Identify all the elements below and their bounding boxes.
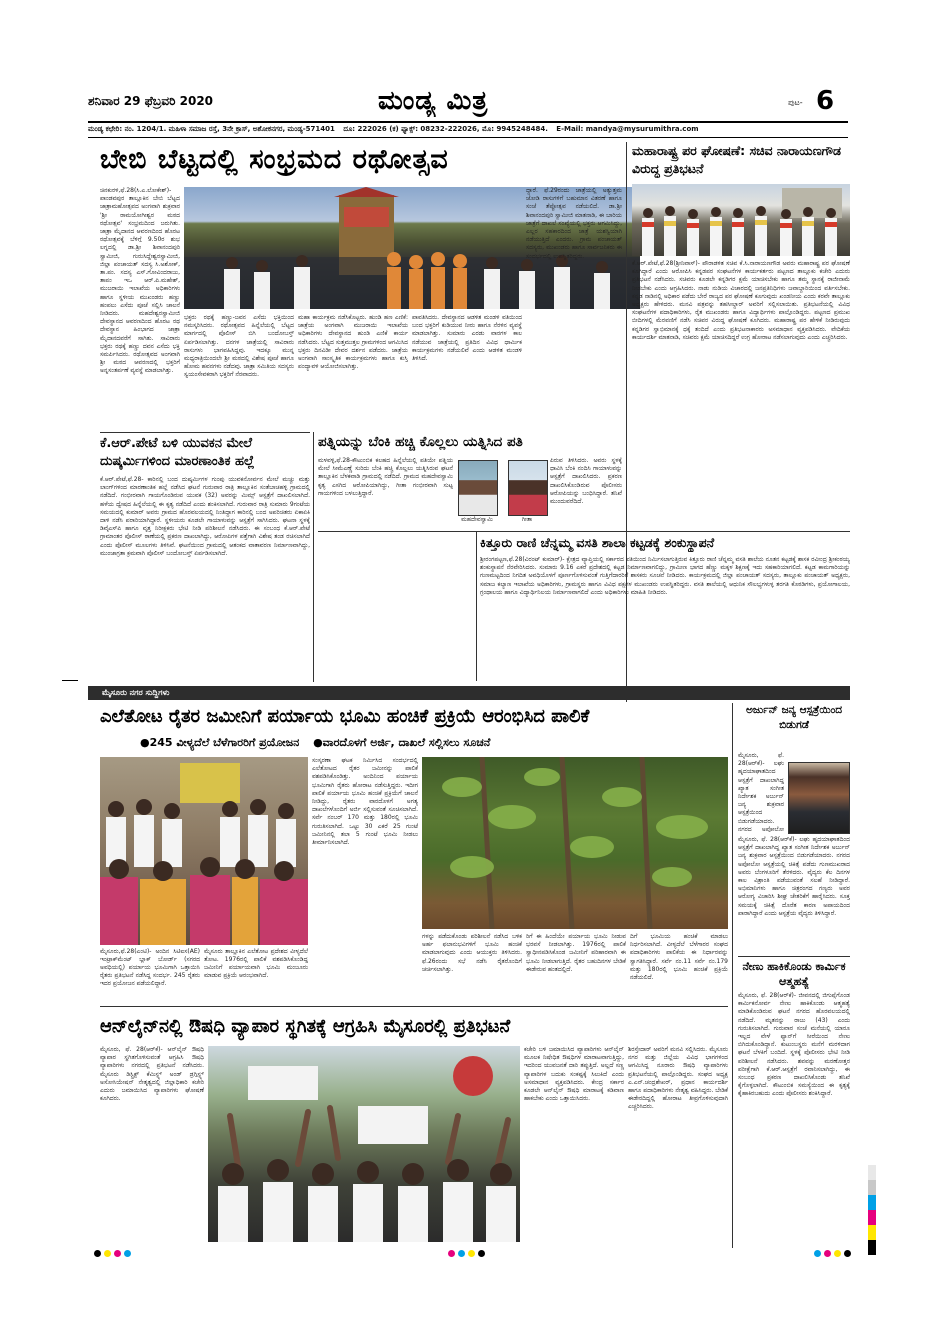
story2-photo (632, 184, 850, 256)
story2-body: ಕೆ.ಆರ್.ಪೇಟೆ,ಫೆ.28(ಶ್ರೀನಿವಾಸ್)- ಪೌರಾಡಳಿತ ಸಚಿವ ಕೆ.ಸಿ.ನಾರಾಯಣಗೌಡ ಅವರು ಮಹಾರಾಷ್ಟ್ರ ಪರ ಘೋಷಣೆ ಕೂಗಿದ್ದಾರೆ ಎಂದು ಆರೋಪಿಸಿ ಕನ್ನಡಪರ ಸಂಘಟನೆಗಳ ಕಾರ್ಯಕರ್ತರು ಪಟ್ಟಣದ ತಾಲ್ಲೂಕು ಕಚೇರಿ ಎದುರು ಪ್ರತಿಭಟನೆ ನಡೆಸಿದರು. ಸಚಿವರು ಕೂಡಲೇ ಕನ್ನಡಿಗರ ಕ್ಷಮೆ ಯಾಚಿಸಬೇಕು ಹಾಗೂ ತಮ್ಮ ಸ್ಥಾನಕ್ಕೆ ರಾಜೀನಾಮೆ ನೀಡಬೇಕು ಎಂದು ಆಗ್ರಹಿಸಿದರು. ನಾಡು ನುಡಿಯ ವಿಚಾರದಲ್ಲಿ ಜನಪ್ರತಿನಿಧಿಗಳು ಜವಾಬ್ದಾರಿಯಿಂದ ವರ್ತಿಸಬೇಕು. ಕನ್ನಡ ನಾಡಿನಲ್ಲಿ ಅಧಿಕಾರ ಪಡೆದು ಬೇರೆ ರಾಜ್ಯದ ಪರ ಘೋಷಣೆ ಕೂಗುವುದು ಖಂಡನೀಯ ಎಂದು ಕರವೇ ತಾಲ್ಲೂಕು ಅಧ್ಯಕ್ಷರು ಹೇಳಿದರು. ಮನವಿ ಪತ್ರವನ್ನು ತಹಸೀಲ್ದಾರ್ ಅವರಿಗೆ ಸಲ್ಲಿಸಲಾಯಿತು. ಪ್ರತಿಭಟನೆಯಲ್ಲಿ ವಿವಿಧ ಸಂಘಟನೆಗಳ ಪದಾಧಿಕಾರಿಗಳು, ರೈತ ಮುಖಂಡರು ಹಾಗೂ ವಿದ್ಯಾರ್ಥಿಗಳು ಪಾಲ್ಗೊಂಡಿದ್ದರು. ಪಟ್ಟಣದ ಪ್ರಮುಖ ಬೀದಿಗಳಲ್ಲಿ ಮೆರವಣಿಗೆ ನಡೆಸಿ ಸಚಿವರ ವಿರುದ್ಧ ಘೋಷಣೆ ಕೂಗಿದರು. ಮಹಾರಾಷ್ಟ್ರ ಪರ ಹೇಳಿಕೆ ನೀಡಿರುವುದು ಕನ್ನಡಿಗರ ಸ್ವಾಭಿಮಾನಕ್ಕೆ ಧಕ್ಕೆ ತಂದಿದೆ ಎಂದು ಪ್ರತಿಭಟನಾಕಾರರು ಅಸಮಾಧಾನ ವ್ಯಕ್ತಪಡಿಸಿದರು. ವೇದಿಕೆಯ ಕಾರ್ಯದರ್ಶಿ ಮಾತನಾಡಿ, ಸಚಿವರು ಕ್ಷಮೆ ಯಾಚಿಸದಿದ್ದರೆ ಉಗ್ರ ಹೋರಾಟ ನಡೆಸಲಾಗುವುದು ಎಂದು ಎಚ್ಚರಿಸಿದರು. (632, 260, 850, 341)
story6-col-a: ಸಂಸ್ಕರಣಾ ಘಟಕ ನಿರ್ಮಿಸಿದ ಸಂದರ್ಭದಲ್ಲಿ ಎಲೆತೋಟದ ರೈತರ ಜಮೀನನ್ನು ಪಾಲಿಕೆ ವಶಪಡಿಸಿಕೊಂಡಿತ್ತು. ಅಂದಿನಿಂದ ಪರ್ಯಾಯ ಭೂಮಿಗಾಗಿ ರೈತರು ಹೋರಾಟ ನಡೆಸುತ್ತಿದ್ದರು. ಇದೀಗ ಪಾಲಿಕೆ ಪರ್ಯಾಯ ಭೂಮಿ ಹಂಚಿಕೆ ಪ್ರಕ್ರಿಯೆಗೆ ಚಾಲನೆ ನೀಡಿದ್ದು, ರೈತರು ವಾರದೊಳಗೆ ಅಗತ್ಯ ದಾಖಲೆಗಳೊಂದಿಗೆ ಅರ್ಜಿ ಸಲ್ಲಿಸುವಂತೆ ಸೂಚಿಸಲಾಗಿದೆ. ಸರ್ವೆ ನಂಬರ್ 170 ಮತ್ತು 180ರಲ್ಲಿ ಭೂಮಿ ಗುರುತಿಸಲಾಗಿದೆ. ಒಟ್ಟು 30 ಎಕರೆ 25 ಗುಂಟೆ ಜಮೀನಿನಲ್ಲಿ ತಲಾ 5 ಗುಂಟೆ ಭೂಮಿ ನೀಡಲು ತೀರ್ಮಾನಿಸಲಾಗಿದೆ. (312, 757, 418, 847)
story8-body: ಮೈಸೂರು, ಫೆ. 28(ಆರ್‌ಕೆ)- ಜೀವನದಲ್ಲಿ ಜಿಗುಪ್ಸೆಗೊಂಡ ಕಾರ್ಮಿಕನೋರ್ವ ನೇಣು ಹಾಕಿಕೊಂಡು ಆತ್ಮಹತ್ಯೆ ಮಾಡಿಕೊಂಡಿರುವ ಘಟನೆ ನಗರದ ಹೊರವಲಯದಲ್ಲಿ ನಡೆದಿದೆ. ಮೃತನನ್ನು ರಾಜು (43) ಎಂದು ಗುರುತಿಸಲಾಗಿದೆ. ಗುರುವಾರ ಸಂಜೆ ಮನೆಯಲ್ಲಿ ಯಾರೂ ಇಲ್ಲದ ವೇಳೆ ಫ್ಯಾನ್‌ಗೆ ಸೀರೆಯಿಂದ ನೇಣು ಬಿಗಿದುಕೊಂಡಿದ್ದಾನೆ. ಕುಟುಂಬಸ್ಥರು ಮನೆಗೆ ಮರಳಿದಾಗ ಘಟನೆ ಬೆಳಕಿಗೆ ಬಂದಿದೆ. ಸ್ಥಳಕ್ಕೆ ಪೊಲೀಸರು ಭೇಟಿ ನೀಡಿ ಪರಿಶೀಲನೆ ನಡೆಸಿದರು. ಶವವನ್ನು ಮರಣೋತ್ತರ ಪರೀಕ್ಷೆಗಾಗಿ ಕೆ.ಆರ್.ಆಸ್ಪತ್ರೆಗೆ ರವಾನಿಸಲಾಗಿದ್ದು, ಈ ಸಂಬಂಧ ಪ್ರಕರಣ ದಾಖಲಿಸಿಕೊಂಡು ತನಿಖೆ ಕೈಗೊಳ್ಳಲಾಗಿದೆ. ಕೌಟುಂಬಿಕ ಸಮಸ್ಯೆಯಿಂದ ಈ ಕೃತ್ಯಕ್ಕೆ ಕೈಹಾಕಿರಬಹುದು ಎಂದು ಪೊಲೀಸರು ಶಂಕಿಸಿದ್ದಾರೆ. (738, 992, 850, 1098)
swatch-black (868, 1240, 876, 1255)
story7-body-cont (738, 836, 850, 954)
reg-dot (448, 1250, 455, 1257)
masthead-address (88, 125, 848, 134)
story9-col3: ಶಿರಸ್ತೇದಾರ್ ಅವರಿಗೆ ಮನವಿ ಸಲ್ಲಿಸಿದರು. ಮೈಸೂರು ನಗರ ಮತ್ತು ಜಿಲ್ಲೆಯ ವಿವಿಧ ಭಾಗಗಳಿಂದ ಆಗಮಿಸಿದ್ದ ನೂರಾರು ಔಷಧಿ ವ್ಯಾಪಾರಿಗಳು ಪ್ರತಿಭಟನೆಯಲ್ಲಿ ಪಾಲ್ಗೊಂಡಿದ್ದರು. ಸಂಘದ ಅಧ್ಯಕ್ಷ ಎ.ಎನ್.ಚಂದ್ರಶೇಖರ್, ಪ್ರಧಾನ ಕಾರ್ಯದರ್ಶಿ ಹಾಗೂ ಪದಾಧಿಕಾರಿಗಳು ನೇತೃತ್ವ ವಹಿಸಿದ್ದರು. ಬೇಡಿಕೆ ಈಡೇರದಿದ್ದಲ್ಲಿ ಹೋರಾಟ ತೀವ್ರಗೊಳಿಸುವುದಾಗಿ ಎಚ್ಚರಿಸಿದರು. (628, 1046, 728, 1111)
story1-col3: ಮಹಾ ಕಾರ್ಯಕ್ರಮ ನಡೆಸಿಕೊಟ್ಟರು. ಹುಂಡಿ ಹಣ ಎಣಿಕೆ: ಜಾತ್ರೆಯ ಅಂಗವಾಗಿ ಮುಜರಾಯಿ ಇಲಾಖೆಯ ಅಧಿಕಾರಿಗಳು ದೇವಸ್ಥಾನದ ಹುಂಡಿ ಎಣಿಕೆ ಕಾರ್ಯ ನಡೆಸಿದರು. ಬೆಟ್ಟದ ಸುತ್ತಮುತ್ತಲ ಗ್ರಾಮಗಳಿಂದ ಆಗಮಿಸಿದ ಭಕ್ತರು ದಿನವಿಡೀ ದೇವರ ದರ್ಶನ ಪಡೆದರು. ಜಾತ್ರೆಯ ಅಂಗವಾಗಿ ಸಾಂಸ್ಕೃತಿಕ ಕಾರ್ಯಕ್ರಮಗಳು ಹಾಗೂ ಕುಸ್ತಿ ಪಂದ್ಯಾವಳಿ ಆಯೋಜಿಸಲಾಗಿತ್ತು. (298, 314, 408, 371)
bullet-icon: ● (140, 736, 150, 749)
placard-1 (248, 1066, 318, 1100)
story1-headline: ಬೇಬಿ ಬೆಟ್ಟದಲ್ಲಿ ಸಂಭ್ರಮದ ರಥೋತ್ಸವ (100, 144, 449, 175)
swatch-light-gray (868, 1165, 876, 1180)
reg-dot (104, 1250, 111, 1257)
masthead-page-number: 6 (816, 86, 835, 116)
story1-col5: ದ್ದಾರೆ. ಫೆ.29ರಂದು ಜಾತ್ರೆಯಲ್ಲಿ ಅತ್ಯುತ್ತಮ ಜೋಡಿ ರಾಸುಗಳಿಗೆ ಬಹುಮಾನ ವಿತರಣೆ ಹಾಗೂ ಸಂಜೆ ತೆಪ್ಪೋತ್ಸವ ನಡೆಯಲಿದೆ. ಡಾ.ಶ್ರೀ ಶಿವಾನಂದಪುರಿ ಸ್ವಾಮೀಜಿ ಮಾತನಾಡಿ, ಈ ಬಾರಿಯ ಜಾತ್ರೆಗೆ ದಾಖಲೆ ಸಂಖ್ಯೆಯಲ್ಲಿ ಭಕ್ತರು ಆಗಮಿಸಿದ್ದು, ಎಲ್ಲರ ಸಹಕಾರದಿಂದ ಜಾತ್ರೆ ಯಶಸ್ವಿಯಾಗಿ ನಡೆಯುತ್ತಿದೆ ಎಂದರು. ಗ್ರಾಮ ಪಂಚಾಯತ್ ಸದಸ್ಯರು, ಮುಖಂಡರು ಹಾಗೂ ಸಾರ್ವಜನಿಕರು ಈ ಸಂದರ್ಭದಲ್ಲಿ ಉಪಸ್ಥಿತರಿದ್ದರು. (526, 187, 622, 260)
reg-dot (824, 1250, 831, 1257)
story2-headline-text: ಮಹಾರಾಷ್ಟ್ರ ಪರ ಘೋಷಣೆ: ಸಚಿವ ನಾರಾಯಣಗೌಡ ವಿರುದ್ಧ ಪ್ರತಿಭಟನೆ (632, 143, 841, 176)
story6-headline: ಎಲೆತೋಟ ರೈತರ ಜಮೀನಿಗೆ ಪರ್ಯಾಯ ಭೂಮಿ ಹಂಚಿಕೆ ಪ್ರಕ್ರಿಯೆ ಆರಂಭಿಸಿದ ಪಾಲಿಕೆ (100, 706, 590, 727)
story6-col-c: ರಿಗೆ ಈ ಹಿಂದೆಯೇ ಪರ್ಯಾಯ ಭೂಮಿ ನೀಡುವ ಭರವಸೆ ನೀಡಲಾಗಿತ್ತು. 1976ರಲ್ಲಿ ಪಾಲಿಕೆ ಸ್ವಾಧೀನಪಡಿಸಿಕೊಂಡ ಜಮೀನಿಗೆ ಪರಿಹಾರವಾಗಿ ಈ ಭೂಮಿ ನೀಡಲಾಗುತ್ತಿದೆ. ರೈತರ ಬಹುದಿನಗಳ ಬೇಡಿಕೆ ಈಡೇರುವ ಹಂತದಲ್ಲಿದೆ. (526, 933, 626, 973)
reg-dot (468, 1250, 475, 1257)
protesters-shirts (218, 1182, 516, 1242)
masthead-rule-bottom (88, 137, 848, 138)
story4-headline: ಪತ್ನಿಯನ್ನು ಬೆಂಕಿ ಹಚ್ಚಿ ಕೊಲ್ಲಲು ಯತ್ನಿಸಿದ ಪತಿ (318, 434, 523, 450)
story9-protest-scene (208, 1046, 520, 1242)
story7-headline (738, 703, 850, 733)
story7-body: ಮೈಸೂರು, ಫೆ. 28(ಆರ್‌ಕೆ)- ಲಘು ಹೃದಯಾಘಾತದಿಂದ ಆಸ್ಪತ್ರೆಗೆ ದಾಖಲಾಗಿದ್ದ ಖ್ಯಾತ ಸಂಗೀತ ನಿರ್ದೇಶಕ ಅರ್ಜುನ್ ಜನ್ಯ ಶುಕ್ರವಾರ ಆಸ್ಪತ್ರೆಯಿಂದ ಬಿಡುಗಡೆಯಾದರು. ನಗರದ ಅಪೋಲೋ (738, 752, 784, 832)
divider-story4-story5 (476, 531, 477, 681)
swatch-gray (868, 1180, 876, 1195)
masthead-rule-top (88, 121, 848, 123)
story6-sub2: ವಾರದೊಳಗೆ ಅರ್ಜಿ, ದಾಖಲೆ ಸಲ್ಲಿಸಲು ಸೂಚನೆ (322, 736, 491, 749)
story2-headline (632, 142, 850, 178)
reg-dot (834, 1250, 841, 1257)
story6-photo-meeting (100, 757, 308, 945)
story4-caption-left: ಮಹದೇವಸ್ವಾಮಿ (461, 516, 493, 523)
story7-body-continued: ಮೈಸೂರು, ಫೆ. 28(ಆರ್‌ಕೆ)- ಲಘು ಹೃದಯಾಘಾತದಿಂದ ಆಸ್ಪತ್ರೆಗೆ ದಾಖಲಾಗಿದ್ದ ಖ್ಯಾತ ಸಂಗೀತ ನಿರ್ದೇಶಕ ಅರ್ಜುನ್ ಜನ್ಯ ಶುಕ್ರವಾರ ಆಸ್ಪತ್ರೆಯಿಂದ ಬಿಡುಗಡೆಯಾದರು. ನಗರದ ಅಪೋಲೋ ಆಸ್ಪತ್ರೆಯಲ್ಲಿ ಚಿಕಿತ್ಸೆ ಪಡೆದು ಗುಣಮುಖರಾದ ಅವರು ಬೆಂಗಳೂರಿಗೆ ತೆರಳಿದರು. ವೈದ್ಯರು ಕೆಲ ದಿನಗಳ ಕಾಲ ವಿಶ್ರಾಂತಿ ಪಡೆಯುವಂತೆ ಸಲಹೆ ನೀಡಿದ್ದಾರೆ. ಅಭಿಮಾನಿಗಳು ಹಾಗೂ ಚಿತ್ರರಂಗದ ಗಣ್ಯರು ಅವರ ಆರೋಗ್ಯ ವಿಚಾರಿಸಿ ಶೀಘ್ರ ಚೇತರಿಕೆಗೆ ಹಾರೈಸಿದರು. ಸೂಕ್ತ ಸಮಯಕ್ಕೆ ಚಿಕಿತ್ಸೆ ದೊರೆತ ಕಾರಣ ಅಪಾಯದಿಂದ ಪಾರಾಗಿದ್ದಾರೆ ಎಂದು ಆಸ್ಪತ್ರೆಯ ವೈದ್ಯರು ತಿಳಿಸಿದ್ದಾರೆ. (738, 836, 850, 917)
story1-col4: ಪಾವತಿಸಿದರು. ದೇವಸ್ಥಾನದ ಆಡಳಿತ ಮಂಡಳಿ ವತಿಯಿಂದ ಬಂದ ಭಕ್ತರಿಗೆ ಕುಡಿಯುವ ನೀರು ಹಾಗೂ ನೆರಳಿನ ವ್ಯವಸ್ಥೆ ಮಾಡಲಾಗಿತ್ತು. ಸುಮಾರು ಎರಡು ವಾರಗಳ ಕಾಲ ನಡೆಯುವ ಜಾತ್ರೆಯಲ್ಲಿ ಪ್ರತಿದಿನ ವಿವಿಧ ಧಾರ್ಮಿಕ ಕಾರ್ಯಕ್ರಮಗಳು ನಡೆಯಲಿವೆ ಎಂದು ಆಡಳಿತ ಮಂಡಳಿ ತಿಳಿಸಿದೆ. (412, 314, 522, 363)
story4-col1: ಮಳವಳ್ಳಿ,ಫೆ.28-ಕೌಟುಂಬಿಕ ಕಲಹದ ಹಿನ್ನೆಲೆಯಲ್ಲಿ ಪತಿಯೇ ಪತ್ನಿಯ ಮೇಲೆ ಸೀಮೆಎಣ್ಣೆ ಸುರಿದು ಬೆಂಕಿ ಹಚ್ಚಿ ಕೊಲ್ಲಲು ಯತ್ನಿಸಿರುವ ಘಟನೆ ತಾಲ್ಲೂಕಿನ ಬೆಳಕವಾಡಿ ಗ್ರಾಮದಲ್ಲಿ ನಡೆದಿದೆ. ಗ್ರಾಮದ ಮಹದೇವಸ್ವಾಮಿ ಕೃತ್ಯ ಎಸಗಿದ ಆರೋಪಿಯಾಗಿದ್ದು, ಗೀತಾ ಗಂಭೀರವಾಗಿ ಸುಟ್ಟ ಗಾಯಗಳಿಂದ ಬಳಲುತ್ತಿದ್ದಾರೆ. (318, 457, 453, 497)
masthead-phones: ದೂ: 222026 (ಕ) ಫ್ಯಾಕ್ಸ್: 08232-222026, ಮೊ: 9945248484. (343, 125, 548, 133)
story6-betel-vines (422, 757, 728, 929)
story2-protest-scene (632, 184, 850, 256)
reg-dot (478, 1250, 485, 1257)
swatch-magenta (868, 1210, 876, 1225)
story6-photo-caption-right: ಮೈಸೂರು ತಾಲ್ಲೂಕಿನ ಎಲೆತೋಟ ಪ್ರದೇಶದ ವೀಳ್ಯದೆಲೆ ತೋಟ. 1976ರಲ್ಲಿ ಪಾಲಿಕೆ ವಶಪಡಿಸಿಕೊಂಡಿದ್ದ ಜಮೀನಿಗೆ ಪರ್ಯಾಯವಾಗಿ ಭೂಮಿ ಮಂಜೂರು ಮಾಡುವ ಪ್ರಕ್ರಿಯೆ ಆರಂಭವಾಗಿದೆ. (204, 948, 308, 979)
story3-headline-line2: ದುಷ್ಕರ್ಮಿಗಳಿಂದ ಮಾರಣಾಂತಿಕ ಹಲ್ಲೆ (100, 454, 255, 469)
section-strip-label: ಮೈಸೂರು ನಗರ ಸುದ್ದಿಗಳು (102, 688, 170, 697)
story6-col-b: ಗಳನ್ನು ಪಡೆದುಕೊಂಡು ಪರಿಶೀಲನೆ ನಡೆಸಿದ ಬಳಿಕ ಅರ್ಹ ಫಲಾನುಭವಿಗಳಿಗೆ ಭೂಮಿ ಹಂಚಿಕೆ ಮಾಡಲಾಗುವುದು ಎಂದು ಆಯುಕ್ತರು ತಿಳಿಸಿದರು. ಫೆ.26ರಂದು ಸಭೆ ನಡೆಸಿ ರೈತರೊಂದಿಗೆ ಚರ್ಚಿಸಲಾಗಿತ್ತು. (422, 933, 522, 973)
story5-body: ಶ್ರೀರಂಗಪಟ್ಟಣ,ಫೆ.28(ವಿರಂಟ್ ಕುಮಾರ್)- ಕ್ಷೇತ್ರದ ವ್ಯಾಪ್ತಿಯಲ್ಲಿ ಸರ್ಕಾರದ ವತಿಯಿಂದ ನಿರ್ಮಿಸಲಾಗುತ್ತಿರುವ ಕಿತ್ತೂರು ರಾಣಿ ಚೆನ್ನಮ್ಮ ವಸತಿ ಶಾಲೆಯ ನೂತನ ಕಟ್ಟಡಕ್ಕೆ ಶಾಸಕ ರವೀಂದ್ರ ಶ್ರೀಕಂಠಯ್ಯ ಶಂಕುಸ್ಥಾಪನೆ ನೆರವೇರಿಸಿದರು. ಸುಮಾರು 9.16 ಎಕರೆ ಪ್ರದೇಶದಲ್ಲಿ ಕಟ್ಟಡ ನಿರ್ಮಾಣವಾಗಲಿದ್ದು, ಗ್ರಾಮೀಣ ಭಾಗದ ಹೆಣ್ಣು ಮಕ್ಕಳ ಶಿಕ್ಷಣಕ್ಕೆ ಇದು ಸಹಕಾರಿಯಾಗಲಿದೆ. ಕಟ್ಟಡ ಕಾಮಗಾರಿಯನ್ನು ಗುಣಮಟ್ಟದಿಂದ ನಿಗದಿತ ಅವಧಿಯೊಳಗೆ ಪೂರ್ಣಗೊಳಿಸುವಂತೆ ಗುತ್ತಿಗೆದಾರರಿಗೆ ಶಾಸಕರು ಸೂಚನೆ ನೀಡಿದರು. ಕಾರ್ಯಕ್ರಮದಲ್ಲಿ ಜಿಲ್ಲಾ ಪಂಚಾಯತ್ ಸದಸ್ಯರು, ತಾಲ್ಲೂಕು ಪಂಚಾಯತ್ ಅಧ್ಯಕ್ಷರು, ಸಮಾಜ ಕಲ್ಯಾಣ ಇಲಾಖೆಯ ಅಧಿಕಾರಿಗಳು, ಗ್ರಾಮಸ್ಥರು ಹಾಗೂ ವಿವಿಧ ಪಕ್ಷಗಳ ಮುಖಂಡರು ಉಪಸ್ಥಿತರಿದ್ದರು. ವಸತಿ ಶಾಲೆಯಲ್ಲಿ ಆಧುನಿಕ ಸೌಲಭ್ಯಗಳುಳ್ಳ ತರಗತಿ ಕೊಠಡಿಗಳು, ಪ್ರಯೋಗಾಲಯ, ಗ್ರಂಥಾಲಯ ಹಾಗೂ ವಿದ್ಯಾರ್ಥಿನಿಲಯ ನಿರ್ಮಾಣವಾಗಲಿದೆ ಎಂದು ಅಧಿಕಾರಿಗಳು ಮಾಹಿತಿ ನೀಡಿದರು. (480, 556, 850, 596)
story4-col2: ಪಿರುವ ತಿಳಿಸಿದರು. ಅವರು ಸ್ಥಳಕ್ಕೆ ಧಾವಿಸಿ ಬೆಂಕಿ ನಂದಿಸಿ ಗಾಯಾಳುವನ್ನು ಆಸ್ಪತ್ರೆಗೆ ದಾಖಲಿಸಿದರು. ಪ್ರಕರಣ ದಾಖಲಿಸಿಕೊಂಡಿರುವ ಪೊಲೀಸರು ಆರೋಪಿಯನ್ನು ಬಂಧಿಸಿದ್ದಾರೆ. ತನಿಖೆ ಮುಂದುವರೆದಿದೆ. (550, 457, 622, 506)
swatch-cyan (868, 1195, 876, 1210)
banner (180, 763, 240, 803)
masthead (88, 88, 848, 148)
reg-dot (124, 1250, 131, 1257)
story7-headline-text: ಅರ್ಜುನ್ ಜನ್ಯ ಆಸ್ಪತ್ರೆಯಿಂದ ಬಿಡುಗಡೆ (745, 704, 843, 731)
story6-col-d: ದಿಗೆ ಭೂಮಿಯ ಹಂಚಿಕೆ ಮಾಡಲು ನಿರ್ಧರಿಸಲಾಗಿದೆ. ವೀಳ್ಯದೆಲೆ ಬೆಳೆಗಾರರ ಸಂಘದ ಪದಾಧಿಕಾರಿಗಳು ಪಾಲಿಕೆಯ ಈ ನಿರ್ಧಾರವನ್ನು ಸ್ವಾಗತಿಸಿದ್ದಾರೆ. ಸರ್ವೆ ನಂ.11 ಸರ್ವೆ ನಂ.179 ಮತ್ತು 180ರಲ್ಲಿ ಭೂಮಿ ಹಂಚಿಕೆ ಪ್ರಕ್ರಿಯೆ ನಡೆಯಲಿದೆ. (630, 933, 728, 982)
farmers-saris (100, 875, 308, 945)
swatch-yellow (868, 1225, 876, 1240)
placard-3 (453, 1056, 493, 1096)
masthead-date: ಶನಿವಾರ 29 ಫೆಬ್ರವರಿ 2020 (88, 94, 214, 108)
story4-photo-left (458, 460, 498, 516)
story8-headline (738, 959, 850, 989)
story7-photo (788, 762, 850, 834)
story3-headline-line1: ಕೆ.ಆರ್.ಪೇಟೆ ಬಳಿ ಯುವಕನ ಮೇಲೆ (100, 436, 253, 451)
story1-col2: ಭಕ್ತರು ರಥಕ್ಕೆ ಹಣ್ಣು-ಜವನ ಎಸೆದು ಭಕ್ತಿಯಿಂದ ನಮಸ್ಕರಿಸಿದರು. ರಥೋತ್ಸವದ ಹಿನ್ನೆಲೆಯಲ್ಲಿ ಬೆಟ್ಟದ ಮಾರ್ಗದಲ್ಲಿ ಪೊಲೀಸ್ ಬಿಗಿ ಬಂದೋಬಸ್ತ್ ಏರ್ಪಡಿಸಲಾಗಿತ್ತು. ದನಗಳ ಜಾತ್ರೆಯಲ್ಲಿ ಸಾವಿರಾರು ರಾಸುಗಳು ಭಾಗವಹಿಸಿದ್ದವು. ಇದಕ್ಕೂ ಮುನ್ನ ಮಧ್ಯರಾತ್ರಿಯಿಂದಲೇ ಶ್ರೀ ಮಠದಲ್ಲಿ ವಿಶೇಷ ಪೂಜೆ ಹಾಗೂ ಹೋಮ ಹವನಗಳು ನಡೆದವು. ಜಾತ್ರಾ ಸಮಿತಿಯ ಸದಸ್ಯರು ಸ್ವಯಂಸೇವಕರಾಗಿ ಭಕ್ತರಿಗೆ ನೆರವಾದರು. (184, 314, 294, 379)
reg-dot (94, 1250, 101, 1257)
story6-sub1: 245 ವೀಳ್ಯದೆಲೆ ಬೆಳೆಗಾರರಿಗೆ ಪ್ರಯೋಜನ (149, 736, 300, 749)
story3-body: ಕೆ.ಆರ್.ಪೇಟೆ,ಫೆ.28- ಕಾರಿನಲ್ಲಿ ಬಂದ ದುಷ್ಕರ್ಮಿಗಳ ಗುಂಪು ಯುವಕನೋರ್ವನ ಮೇಲೆ ಮಚ್ಚು ಮತ್ತು ಲಾಂಗ್‌ಗಳಿಂದ ಮಾರಣಾಂತಿಕ ಹಲ್ಲೆ ನಡೆಸಿದ ಘಟನೆ ಗುರುವಾರ ರಾತ್ರಿ ತಾಲ್ಲೂಕಿನ ಸಂತೆಬಾಚಹಳ್ಳಿ ಗ್ರಾಮದಲ್ಲಿ ನಡೆದಿದೆ. ಗಂಭೀರವಾಗಿ ಗಾಯಗೊಂಡಿರುವ ಯುವಕ (32) ಅವರನ್ನು ಮಿಮ್ಸ್ ಆಸ್ಪತ್ರೆಗೆ ದಾಖಲಿಸಲಾಗಿದೆ. ಹಳೆಯ ದ್ವೇಷದ ಹಿನ್ನೆಲೆಯಲ್ಲಿ ಈ ಕೃತ್ಯ ನಡೆದಿದೆ ಎಂದು ಶಂಕಿಸಲಾಗಿದೆ. ಗುರುವಾರ ರಾತ್ರಿ ಸುಮಾರು 9ಗಂಟೆಯ ಸಮಯದಲ್ಲಿ ಕುಮಾರ್ ಅವರು ಗ್ರಾಮದ ಹೊರವಲಯದಲ್ಲಿ ನಿಂತಿದ್ದಾಗ ಕಾರಿನಲ್ಲಿ ಬಂದ ಅಪರಿಚಿತರು ಏಕಾಏಕಿ ದಾಳಿ ನಡೆಸಿ ಪರಾರಿಯಾಗಿದ್ದಾರೆ. ಸ್ಥಳೀಯರು ಕೂಡಲೇ ಗಾಯಾಳುವನ್ನು ಆಸ್ಪತ್ರೆಗೆ ಸಾಗಿಸಿದರು. ಘಟನಾ ಸ್ಥಳಕ್ಕೆ ಡಿವೈಎಸ್‌ಪಿ ಹಾಗೂ ವೃತ್ತ ನಿರೀಕ್ಷಕರು ಭೇಟಿ ನೀಡಿ ಪರಿಶೀಲನೆ ನಡೆಸಿದರು. ಈ ಸಂಬಂಧ ಕೆ.ಆರ್.ಪೇಟೆ ಗ್ರಾಮಾಂತರ ಪೊಲೀಸ್ ಠಾಣೆಯಲ್ಲಿ ಪ್ರಕರಣ ದಾಖಲಾಗಿದ್ದು, ಆರೋಪಿಗಳ ಪತ್ತೆಗಾಗಿ ವಿಶೇಷ ತಂಡ ರಚಿಸಲಾಗಿದೆ ಎಂದು ಪೊಲೀಸ್ ಮೂಲಗಳು ತಿಳಿಸಿವೆ. ಘಟನೆಯಿಂದ ಗ್ರಾಮದಲ್ಲಿ ಆತಂಕದ ವಾತಾವರಣ ನಿರ್ಮಾಣವಾಗಿದ್ದು, ಮುಂಜಾಗ್ರತಾ ಕ್ರಮವಾಗಿ ಪೊಲೀಸ್ ಬಂದೋಬಸ್ತ್ ಏರ್ಪಡಿಸಲಾಗಿದೆ. (100, 476, 310, 557)
story5-headline: ಕಿತ್ತೂರು ರಾಣಿ ಚೆನ್ನಮ್ಮ ವಸತಿ ಶಾಲಾ ಕಟ್ಟಡಕ್ಕೆ ಶಂಕುಸ್ಥಾಪನೆ (480, 535, 715, 550)
story9-photo (208, 1046, 520, 1242)
masthead-page-label: ಪುಟ- (788, 98, 803, 107)
masthead-address-text: ಮಂಡ್ಯ ಕಛೇರಿ: ನಂ. 1204/1. ಮಹಿಳಾ ಸಮಾಜ ರಸ್ತೆ, 3ನೇ ಕ್ರಾಸ್, ಅಶೋಕನಗರ, ಮಂಡ್ಯ-571401 (88, 125, 335, 133)
divider-story6-right (732, 703, 733, 1248)
reg-dot (114, 1250, 121, 1257)
farmers-back-row (106, 815, 296, 867)
masthead-title: ಮಂಡ್ಯ ಮಿತ್ರ (378, 86, 489, 116)
story6-subheads (140, 735, 730, 751)
vine-poles (482, 757, 650, 929)
divider-story5-top (318, 531, 850, 532)
protester-heads (222, 1159, 512, 1185)
reg-dot (814, 1250, 821, 1257)
placard-2 (358, 1106, 428, 1144)
chariot-canopy (344, 207, 389, 227)
story8-headline-text: ನೇಣು ಹಾಕಿಕೊಂಡು ಕಾರ್ಮಿಕ ಆತ್ಮಹತ್ಯೆ (742, 960, 846, 988)
bullet-icon: ● (313, 736, 323, 749)
masthead-email: E-Mail: mandya@mysurumithra.com (556, 125, 699, 133)
reg-dot (458, 1250, 465, 1257)
divider-story9-top (100, 1006, 728, 1007)
story9-headline: ಆನ್‌ಲೈನ್‌ನಲ್ಲಿ ಔಷಧಿ ವ್ಯಾಪಾರ ಸ್ಥಗಿತಕ್ಕೆ ಆಗ್ರಹಿಸಿ ಮೈಸೂರಲ್ಲಿ ಪ್ರತಿಭಟನೆ (100, 1016, 511, 1037)
story9-col1: ಮೈಸೂರು, ಫೆ. 28(ಆರ್‌ಕೆ)- ಆನ್‌ಲೈನ್ ಔಷಧಿ ವ್ಯಾಪಾರ ಸ್ಥಗಿತಗೊಳಿಸುವಂತೆ ಆಗ್ರಹಿಸಿ ಔಷಧಿ ವ್ಯಾಪಾರಿಗಳು ನಗರದಲ್ಲಿ ಪ್ರತಿಭಟನೆ ನಡೆಸಿದರು. ಮೈಸೂರು ಡಿಸ್ಟ್ರಿಕ್ಟ್ ಕೆಮಿಸ್ಟ್ಸ್ ಅಂಡ್ ಡ್ರಗ್ಗಿಸ್ಟ್ಸ್ ಅಸೋಸಿಯೇಷನ್ ನೇತೃತ್ವದಲ್ಲಿ ಜಿಲ್ಲಾಧಿಕಾರಿ ಕಚೇರಿ ಎದುರು ಜಮಾಯಿಸಿದ ವ್ಯಾಪಾರಿಗಳು ಘೋಷಣೆ ಕೂಗಿದರು. (100, 1046, 204, 1103)
reg-dot (844, 1250, 851, 1257)
color-swatch-strip (868, 1165, 876, 1255)
story4-photo-right (508, 460, 548, 516)
section-strip (88, 686, 850, 700)
left-trim-mark (62, 680, 78, 681)
story9-col2: ಕಚೇರಿ ಬಳಿ ಜಮಾಯಿಸಿದ ವ್ಯಾಪಾರಿಗಳು ಆನ್‌ಲೈನ್ ಮೂಲಕ ನಿಷೇಧಿತ ಔಷಧಿಗಳ ಮಾರಾಟವಾಗುತ್ತಿದ್ದು, ಇದರಿಂದ ಯುವಜನತೆ ದಾರಿ ತಪ್ಪುತ್ತಿದೆ. ಅಲ್ಲದೆ ಸಣ್ಣ ವ್ಯಾಪಾರಿಗಳ ಬದುಕು ಸಂಕಷ್ಟಕ್ಕೆ ಸಿಲುಕಿದೆ ಎಂದು ಅಸಮಾಧಾನ ವ್ಯಕ್ತಪಡಿಸಿದರು. ಕೇಂದ್ರ ಸರ್ಕಾರ ಕೂಡಲೇ ಆನ್‌ಲೈನ್ ಔಷಧಿ ಮಾರಾಟಕ್ಕೆ ಕಡಿವಾಣ ಹಾಕಬೇಕು ಎಂದು ಒತ್ತಾಯಿಸಿದರು. (524, 1046, 624, 1103)
divider-story3-top (100, 432, 310, 433)
story6-photo-plantation (422, 757, 728, 929)
divider-story3-story4 (313, 432, 314, 682)
divider-story8-top (738, 956, 850, 957)
story1-col1: ಚಿನಕುರಳಿ,ಫೆ.28(ಸಿ.ಎ.ಲೋಕೇಶ್)- ಪಾಂಡವಪುರ ತಾಲ್ಲೂಕಿನ ಬೇಬಿ ಬೆಟ್ಟದ ಜಾತ್ರಾಮಹೋತ್ಸವದ ಅಂಗವಾಗಿ ಶುಕ್ರವಾರ 'ಶ್ರೀ ರಾಮಯೋಗೀಶ್ವರ ಮಠದ ರಥೋತ್ಸವ' ಸಂಭ್ರಮದಿಂದ ಜರುಗಿತು. ಜಾತ್ರಾ ಮೈದಾನದ ಆವರಣದಿಂದ ಹೊರಟ ರಥೋತ್ಸವಕ್ಕೆ ಬೆಳಿಗ್ಗೆ 9.50ರ ಶುಭ ಲಗ್ನದಲ್ಲಿ ಡಾ.ಶ್ರೀ ಶಿವಾನಂದಪುರಿ ಸ್ವಾಮೀಜಿ, ಗುರುಸಿದ್ದೇಶ್ವರಸ್ವಾಮೀಜಿ, ಜಿಲ್ಲಾ ಪಂಚಾಯತ್ ಸದಸ್ಯ ಸಿ.ಅಶೋಕ್, ತಾ.ಪಂ. ಸದಸ್ಯ ಎಸ್.ಗೋವಿಂದರಾಜು, ತಾಪಂ ಇಒ ಆರ್.ಪಿ.ಮಹೇಶ್, ಮುಜರಾಯಿ ಇಲಾಖೆಯ ಅಧಿಕಾರಿಗಳು ಹಾಗೂ ಸ್ಥಳೀಯ ಮುಖಂಡರು ಹಣ್ಣು ಹಂಪಲು ಎಸೆದು ಪೂಜೆ ಸಲ್ಲಿಸಿ ಚಾಲನೆ ನೀಡಿದರು. ಮಹದೇಶ್ವರಸ್ವಾಮೀಜಿ ದೇವಸ್ಥಾನದ ಆವರಣದಿಂದ ಹೊರಟ ರಥ ದೇವಸ್ಥಾನ ಹಿಂಭಾಗದ ಜಾತ್ರಾ ಮೈದಾನದವರೆಗೆ ಸಾಗಿತು. ಸಾವಿರಾರು ಭಕ್ತರು ರಥಕ್ಕೆ ಹಣ್ಣು ದವನ ಎಸೆದು ಭಕ್ತಿ ಸಮರ್ಪಿಸಿದರು. ರಥೋತ್ಸವದ ಅಂಗವಾಗಿ ಶ್ರೀ ಮಠದ ಆವರಣದಲ್ಲಿ ಭಕ್ತರಿಗೆ ಅನ್ನಸಂತರ್ಪಣೆ ವ್ಯವಸ್ಥೆ ಮಾಡಲಾಗಿತ್ತು. (100, 187, 180, 375)
story4-caption-right: ಗೀತಾ (521, 516, 533, 523)
story6-photo-caption-left: ಮೈಸೂರು,ಫೆ.28(ಎಂಟಿ)- ಅಂದಿನ ಸಿಟಿಐಸ(AE) ಇಂಟ್ರಾಕ್‌ಮೆಂಟ್ ಬ್ಲಾಕ್ ಬೋರ್ಡ್ (ಸಗರದ ಅವಧಿಯಲ್ಲಿ) ಪರ್ಯಾಯ ಭೂಮಿಗಾಗಿ ಒತ್ತಾಯಿಸಿ ರೈತರು ಪ್ರತಿಭಟನೆ ನಡೆಸಿದ್ದ ಸಂದರ್ಭ. 245 ರೈತರು ಇದರ ಪ್ರಯೋಜನ ಪಡೆಯಲಿದ್ದಾರೆ. (100, 948, 200, 987)
story6-farmers-scene (100, 757, 308, 945)
chariot-top (334, 187, 399, 197)
